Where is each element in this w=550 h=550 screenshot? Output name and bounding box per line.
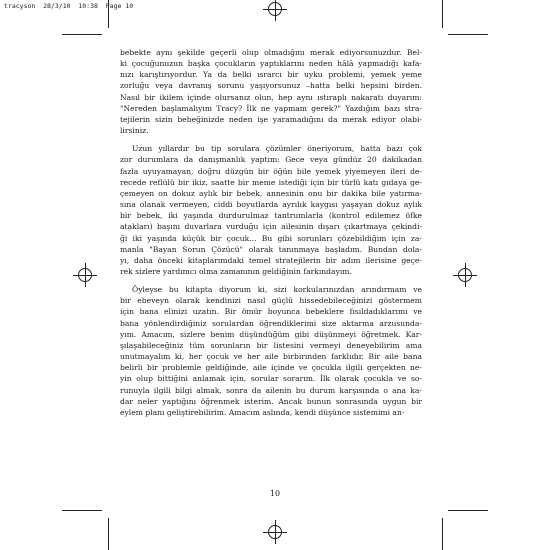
page-number: 10: [269, 489, 281, 498]
text-line: rek sizlere yardımcı olma zamanının geldiğinin farkındayım.: [120, 266, 352, 276]
text-line: zor durumlara da danışmanlık yaptım: Gece veya gündüz 20 dakikadan: [120, 155, 422, 165]
text-line: ki çocuğunuzun başka çocukların yaptıklarını neden hâlâ yapmadığı kafa-: [120, 59, 422, 69]
paragraph: [120, 143, 422, 277]
crop-mark-bottom-right-v: [442, 518, 443, 550]
text-line: yı, daha önceki kitaplarımdaki temel stratejilerin bir adım ilerisine geçe-: [120, 255, 422, 265]
text-line: eylem planı geliştirebilirim. Amacım aslında, kendi düşünce sistemimi an-: [120, 407, 405, 417]
text-line: tejilerin sizin bebeğinizde neden işe yaramadığını da merak ediyor olabi-: [120, 114, 422, 124]
text-line: fazla uyuyamayan, doğru düzgün bir öğün bile yemek yiyemeyen ileri de-: [120, 166, 422, 176]
crop-mark-bottom-left-v: [108, 518, 109, 550]
registration-mark-left: [78, 268, 92, 282]
text-line: unutmayalım ki, her çocuk ve her aile birbirinden farklıdır. Bir aile bana: [120, 352, 422, 362]
registration-mark-top: [268, 2, 282, 16]
text-line: bebekte aynı şekilde geçerli olup olmadığını merak ediyorsunuzdur. Bel-: [120, 48, 422, 57]
text-line: recede reflülü bir ikiz, saatte bir meme istediği için bir türlü katı gıdaya ge-: [120, 177, 422, 187]
text-line: Öyleyse bu kitapta diyorum ki, sizi korkularınızdan arındırmam ve: [132, 285, 422, 295]
text-line: Nasıl bir ikilem içinde olursanız olun, hep aynı ıstıraplı nakaratı duyarım:: [120, 92, 422, 102]
text-line: belirli bir problemle geldiğinde, aile içinde ve çocukla ilgili gerçekten ne-: [120, 363, 422, 373]
text-line: atakları) başını duvarlara vurduğu için ailesinin dışarı çıkartmaya çekindi-: [120, 222, 422, 232]
crop-mark-top-right-h: [448, 34, 488, 35]
text-line: bir ebeveyn olarak kendinizi nasıl güçlü hissedebileceğinizi göstermem: [120, 296, 422, 306]
registration-mark-right: [458, 268, 472, 282]
text-line: şılaşabileceğiniz tüm sorunların bir listesini vermeyi deneyebilirim ama: [120, 340, 422, 350]
text-line: dar neler yaptığını öğrenmek isterim. Ancak bunun sonrasında uygun bir: [120, 396, 422, 406]
text-line: zorluğu veya davranış sorunu yaşıyorsunuz –hatta belki hepsini birden.: [120, 81, 422, 91]
body-text: [120, 47, 422, 418]
text-line: çemeyen on dokuz aylık bir bebek, annesinin onu bir dakika bile yatırma-: [120, 188, 422, 198]
text-line: yin olup bittiğini anlamak için, sorular sorarım. İlk olarak çocukla ve so-: [120, 374, 422, 384]
text-line: lirsiniz.: [120, 126, 149, 136]
text-line: runuyla ilgili bilgi almak, sonra da ailenin bu durum karşısında o ana ka-: [120, 385, 422, 395]
text-line: Uzun yıllardır bu tip sorulara çözümler öneriyorum, hatta bazı çok: [132, 144, 422, 154]
text-line: yım. Amacım, sizlere benim düşündüğüm gibi düşünmeyi öğretmek. Kar-: [120, 329, 422, 339]
text-line: bir bebek, iki yaşında durdurulmaz tantrumlarla (kontrol edilemez öfke: [120, 211, 422, 221]
crop-mark-top-left-v: [108, 0, 109, 28]
print-slug: tracyson 28/3/10 10:38 Page 10: [4, 2, 134, 10]
crop-mark-bottom-left-h: [62, 510, 102, 511]
text-line: için bana elinizi uzatın. Bir ömür boyunca bebeklere fısıldadıklarımı ve: [120, 307, 422, 317]
paragraph: [120, 47, 422, 136]
text-line: "Nereden başlamalıyım Tracy? İlk ne yapmam gerek?" Yazdığım bazı stra-: [120, 103, 422, 113]
paragraph: [120, 284, 422, 418]
text-line: manla "Bayan Sorun Çözücü" olarak tanınmaya başladım. Bundan dola-: [120, 244, 422, 254]
text-line: sına olanak vermeyen, ciddi boyutlarda ayrılık kaygısı yaşayan dokuz aylık: [120, 200, 422, 210]
text-line: bana yönlendirdiğiniz sorulardan öğrendiklerimi size aktarma arzusunda-: [120, 318, 422, 328]
registration-mark-bottom: [268, 525, 282, 539]
text-line: ği iki yaşında küçük bir çocuk... Bu gibi sorunları çözebildiğim için za-: [120, 233, 422, 243]
crop-mark-bottom-right-h: [448, 510, 488, 511]
crop-mark-top-left-h: [62, 34, 102, 35]
crop-mark-top-right-v: [442, 0, 443, 28]
text-line: nızı karıştırıyordur. Ya da belki ısrarcı bir uyku problemi, yemek yeme: [120, 70, 422, 80]
